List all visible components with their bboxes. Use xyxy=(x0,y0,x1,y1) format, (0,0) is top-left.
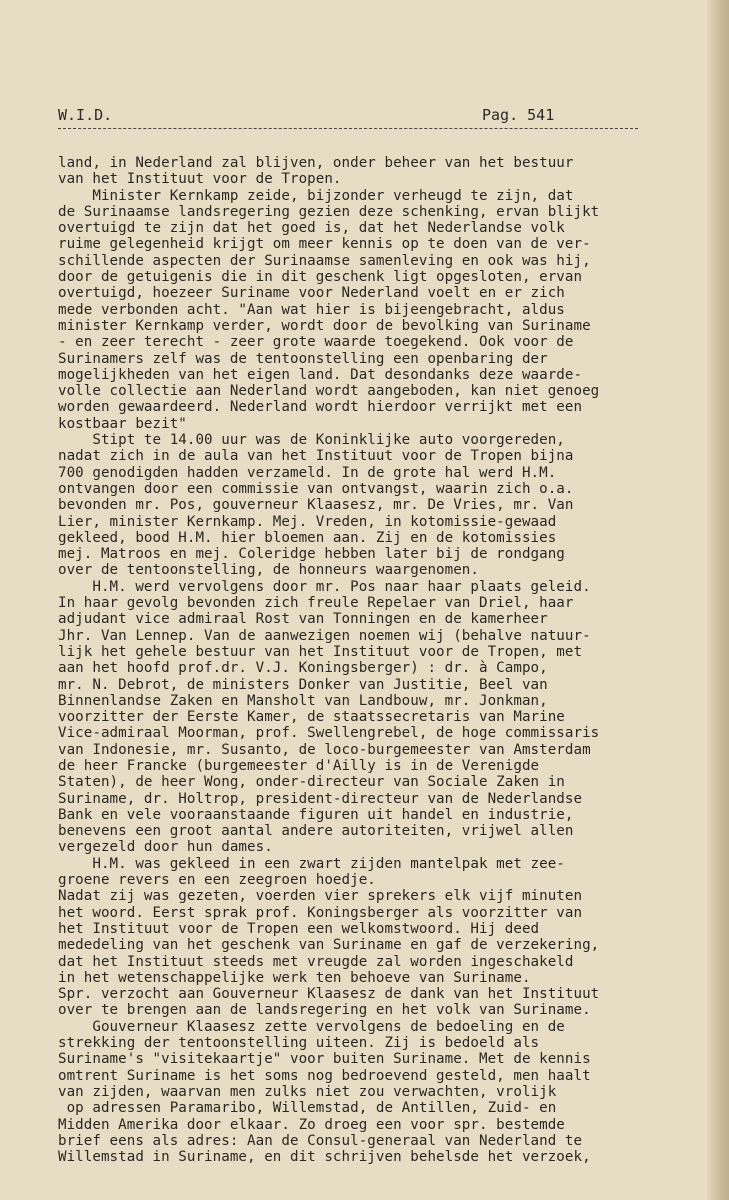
text-line: mej. Matroos en mej. Coleridge hebben later bij de rondgang xyxy=(58,546,565,563)
text-line: H.M. was gekleed in een zwart zijden mantelpak met zee- xyxy=(58,855,565,872)
text-line: van het Instituut voor de Tropen. xyxy=(58,171,342,188)
text-line: overtuigd te zijn dat het goed is, dat het Nederlandse volk xyxy=(58,220,565,237)
text-line: van zijden, waarvan men zulks niet zou verwachten, vrolijk xyxy=(58,1083,557,1100)
page-edge xyxy=(707,0,729,1200)
text-line: worden gewaardeerd. Nederland wordt hierdoor verrijkt met een xyxy=(58,399,583,416)
text-line: Willemstad in Suriname, en dit schrijven behelsde het verzoek, xyxy=(58,1149,591,1166)
text-line: dat het Instituut steeds met vreugde zal worden ingeschakeld xyxy=(58,953,574,970)
text-line: - en zeer terecht - zeer grote waarde toegekend. Ook voor de xyxy=(58,334,574,351)
text-line: Vice-admiraal Moorman, prof. Swellengrebel, de hoge commissaris xyxy=(58,725,600,742)
text-line: adjudant vice admiraal Rost van Tonningen en de kamerheer xyxy=(58,611,548,628)
text-line: ontvangen door een commissie van ontvangst, waarin zich o.a. xyxy=(58,480,574,497)
text-line: aan het hoofd prof.dr. V.J. Koningsberger) : dr. à Campo, xyxy=(58,660,548,677)
text-line: brief eens als adres: Aan de Consul-generaal van Nederland te xyxy=(58,1132,583,1149)
text-line: minister Kernkamp verder, wordt door de bevolking van Suriname xyxy=(58,317,591,334)
text-line: Binnenlandse Zaken en Mansholt van Landbouw, mr. Jonkman, xyxy=(58,692,548,709)
text-line: mede verbonden acht. "Aan wat hier is bijeengebracht, aldus xyxy=(58,301,565,318)
text-line: de heer Francke (burgemeester d'Ailly is in de Verenigde xyxy=(58,757,540,774)
text-line: volle collectie aan Nederland wordt aangeboden, kan niet genoeg xyxy=(58,383,600,400)
text-line: schillende aspecten der Surinaamse samenleving en ook was hij, xyxy=(58,252,591,269)
text-line: de Surinaamse landsregering gezien deze schenking, ervan blijkt xyxy=(58,203,600,220)
text-line: van Indonesie, mr. Susanto, de loco-burgemeester van Amsterdam xyxy=(58,741,591,758)
text-line: in het wetenschappelijke werk ten behoeve van Suriname. xyxy=(58,969,531,986)
text-line: Bank en vele vooraanstaande figuren uit handel en industrie, xyxy=(58,806,574,823)
text-line: het Instituut voor de Tropen een welkomstwoord. Hij deed xyxy=(58,920,540,937)
text-line: Lier, minister Kernkamp. Mej. Vreden, in kotomissie-gewaad xyxy=(58,513,557,530)
text-line: Suriname, dr. Holtrop, president-directeur van de Nederlandse xyxy=(58,790,583,807)
text-line: over te brengen aan de landsregering en het volk van Suriname. xyxy=(58,1002,591,1019)
text-line: door de getuigenis die in dit geschenk ligt opgesloten, ervan xyxy=(58,269,583,286)
text-line: Midden Amerika door elkaar. Zo droeg een voor spr. bestemde xyxy=(58,1116,565,1133)
text-line: mededeling van het geschenk van Suriname en gaf de verzekering, xyxy=(58,937,600,954)
text-line: omtrent Suriname is het soms nog bedroevend gesteld, men haalt xyxy=(58,1067,591,1084)
text-line: Stipt te 14.00 uur was de Koninklijke auto voorgereden, xyxy=(58,432,565,449)
text-line: mogelijkheden van het eigen land. Dat desondanks deze waarde- xyxy=(58,366,583,383)
text-line: bevonden mr. Pos, gouverneur Klaasesz, mr. De Vries, mr. Van xyxy=(58,497,574,514)
text-line: kostbaar bezit" xyxy=(58,415,187,432)
text-line: over de tentoonstelling, de honneurs waargenomen. xyxy=(58,562,479,579)
text-line: In haar gevolg bevonden zich freule Repelaer van Driel, haar xyxy=(58,595,574,612)
text-line: groene revers en een zeegroen hoedje. xyxy=(58,872,376,889)
text-line: Surinamers zelf was de tentoonstelling een openbaring der xyxy=(58,350,548,367)
header-source: W.I.D. xyxy=(58,106,113,124)
text-line: op adressen Paramaribo, Willemstad, de Antillen, Zuid- en xyxy=(58,1100,557,1117)
text-line: overtuigd, hoezeer Suriname voor Nederland voelt en er zich xyxy=(58,285,565,302)
text-line: Minister Kernkamp zeide, bijzonder verheugd te zijn, dat xyxy=(58,187,574,204)
text-line: strekking der tentoonstelling uiteen. Zij is bedoeld als xyxy=(58,1035,540,1052)
text-line: benevens een groot aantal andere autoriteiten, vrijwel allen xyxy=(58,823,574,840)
body-text xyxy=(58,155,658,1165)
text-line: Suriname's "visitekaartje" voor buiten Suriname. Met de kennis xyxy=(58,1051,591,1068)
text-line: mr. N. Debrot, de ministers Donker van Justitie, Beel van xyxy=(58,676,548,693)
text-line: Staten), de heer Wong, onder-directeur van Sociale Zaken in xyxy=(58,774,565,791)
text-line: vergezeld door hun dames. xyxy=(58,839,273,856)
text-line: Spr. verzocht aan Gouverneur Klaasesz de dank van het Instituut xyxy=(58,986,600,1003)
text-line: ruime gelegenheid krijgt om meer kennis op te doen van de ver- xyxy=(58,236,591,253)
text-line: 700 genodigden hadden verzameld. In de grote hal werd H.M. xyxy=(58,464,557,481)
text-line: Gouverneur Klaasesz zette vervolgens de bedoeling en de xyxy=(58,1018,565,1035)
text-line: nadat zich in de aula van het Instituut voor de Tropen bijna xyxy=(58,448,574,465)
text-line: gekleed, bood H.M. hier bloemen aan. Zij en de kotomissies xyxy=(58,529,557,546)
page-header xyxy=(58,106,638,129)
text-line: lijk het gehele bestuur van het Instituut voor de Tropen, met xyxy=(58,643,583,660)
page-number: Pag. 541 xyxy=(482,106,555,124)
text-line: voorzitter der Eerste Kamer, de staatssecretaris van Marine xyxy=(58,709,565,726)
text-line: H.M. werd vervolgens door mr. Pos naar haar plaats geleid. xyxy=(58,578,591,595)
text-line: het woord. Eerst sprak prof. Koningsberger als voorzitter van xyxy=(58,904,583,921)
text-line: Nadat zij was gezeten, voerden vier sprekers elk vijf minuten xyxy=(58,888,583,905)
text-line: Jhr. Van Lennep. Van de aanwezigen noemen wij (behalve natuur- xyxy=(58,627,591,644)
text-line: land, in Nederland zal blijven, onder beheer van het bestuur xyxy=(58,155,574,171)
